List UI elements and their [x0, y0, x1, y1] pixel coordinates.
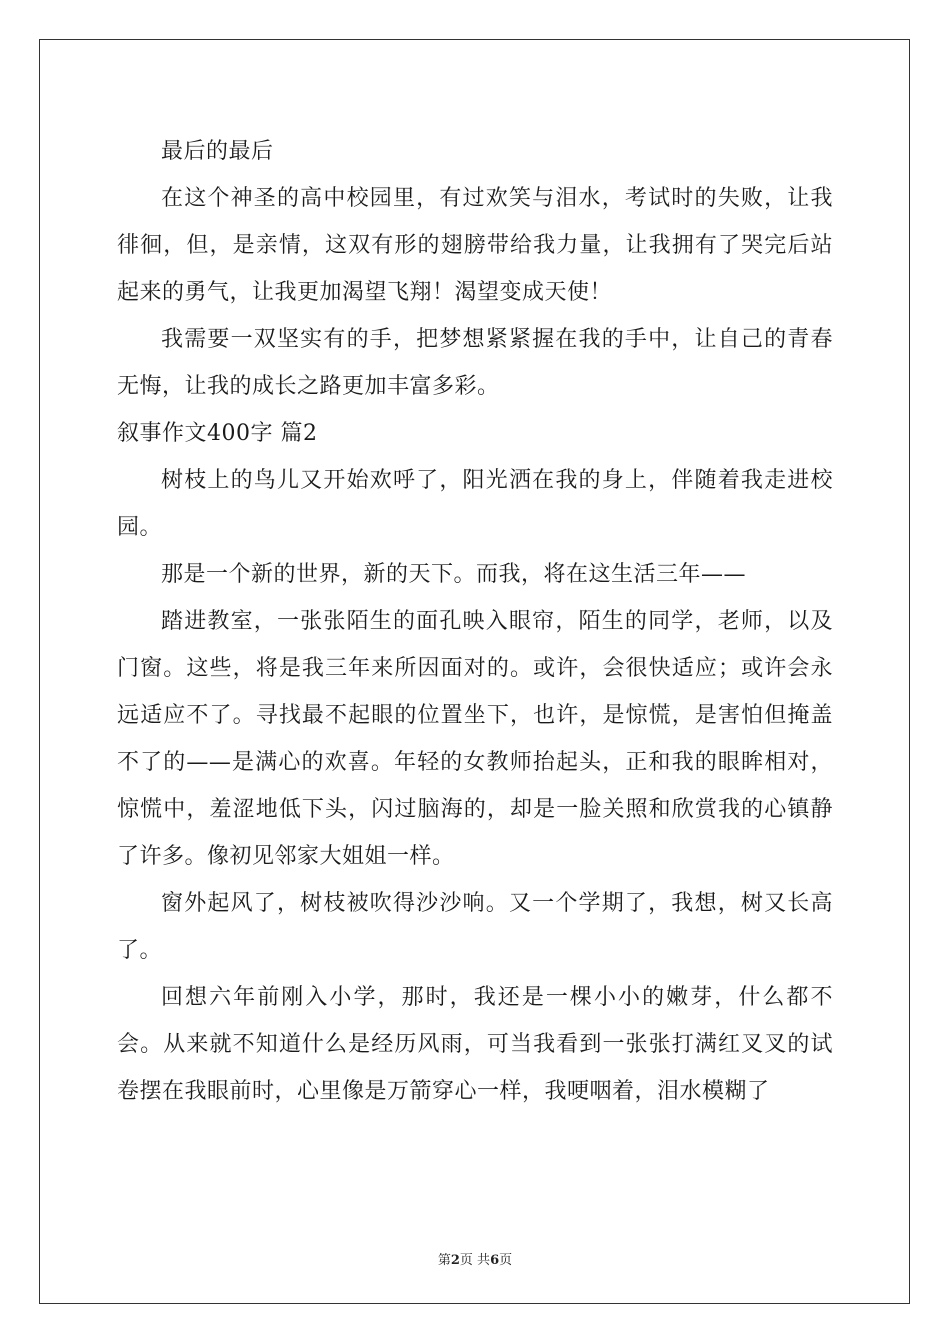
paragraph: 最后的最后 — [161, 139, 274, 164]
page-number-mid: 页 共 — [459, 1253, 491, 1268]
paragraph: 那是一个新的世界，新的天下。而我，将在这生活三年—— — [161, 562, 747, 587]
document-body — [117, 128, 833, 1115]
page-number-current: 2 — [450, 1253, 460, 1268]
paragraph: 树枝上的鸟儿又开始欢呼了，阳光洒在我的身上，伴随着我走进校园。 — [117, 468, 833, 540]
section-heading: 叙事作文400字 篇2 — [117, 421, 318, 446]
paragraph: 窗外起风了，树枝被吹得沙沙响。又一个学期了，我想，树又长高了。 — [117, 891, 833, 963]
paragraph: 在这个神圣的高中校园里，有过欢笑与泪水，考试时的失败，让我徘徊，但，是亲情，这双有形的翅膀带给我力量，让我拥有了哭完后站起来的勇气，让我更加渴望飞翔！渴望变成天使！ — [117, 186, 833, 305]
page-number-prefix: 第 — [437, 1253, 451, 1268]
page-footer — [0, 1249, 950, 1268]
paragraph: 回想六年前刚入小学，那时，我还是一棵小小的嫩芽，什么都不会。从来就不知道什么是经历风雨，可当我看到一张张打满红叉叉的试卷摆在我眼前时，心里像是万箭穿心一样，我哽咽着，泪水模糊了 — [117, 985, 833, 1104]
page-number-suffix: 页 — [499, 1253, 513, 1268]
page-number-total: 6 — [490, 1253, 500, 1268]
paragraph: 我需要一双坚实有的手，把梦想紧紧握在我的手中，让自己的青春无悔，让我的成长之路更加丰富多彩。 — [117, 327, 833, 399]
paragraph: 踏进教室，一张张陌生的面孔映入眼帘，陌生的同学，老师，以及门窗。这些，将是我三年来所因面对的。或许，会很快适应；或许会永远适应不了。寻找最不起眼的位置坐下，也许，是惊慌，是害怕但掩盖不了的——是满心的欢喜。年轻的女教师抬起头，正和我的眼眸相对，惊慌中，羞涩地低下头，闪过脑海的，却是一脸关照和欣赏我的心镇静了许多。像初见邻家大姐姐一样。 — [117, 609, 833, 869]
